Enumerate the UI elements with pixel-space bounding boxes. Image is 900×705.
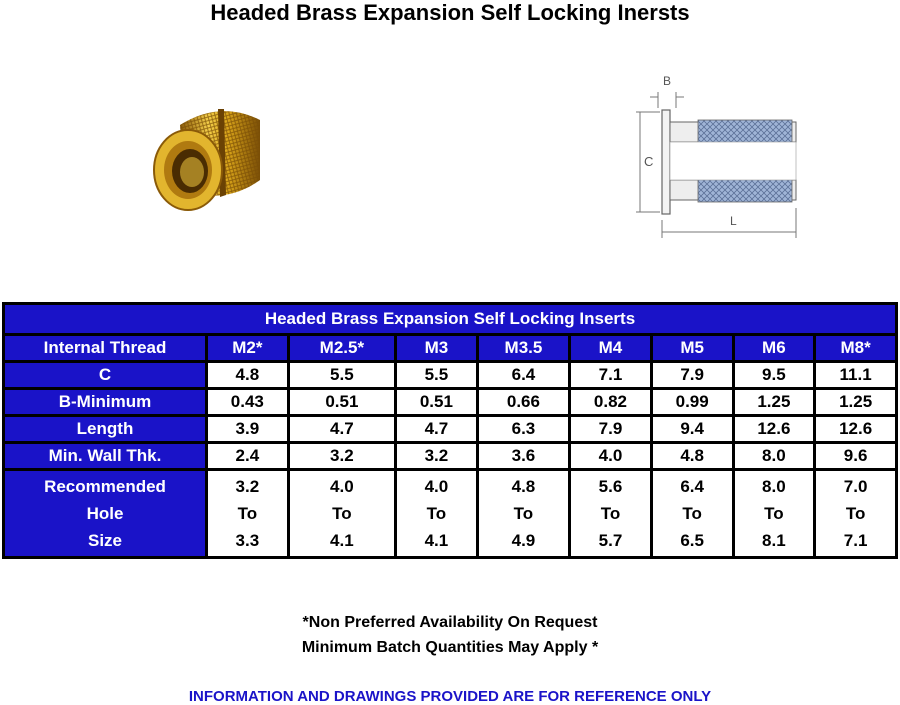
hole-min: 4.0: [424, 477, 449, 496]
table-cell: 4.7: [288, 416, 395, 443]
hole-to: To: [764, 504, 784, 523]
drawing-label-c: C: [644, 154, 654, 169]
table-cell: 6.4: [477, 362, 569, 389]
table-cell: 12.6: [815, 416, 897, 443]
hole-min: 4.8: [511, 477, 536, 496]
header-label: Internal Thread: [4, 335, 207, 362]
table-row-b-minimum: [4, 389, 897, 416]
table-cell: 8.0: [733, 443, 815, 470]
table-cell: [733, 470, 815, 558]
hole-max: 5.7: [598, 531, 623, 550]
hole-max: 8.1: [762, 531, 786, 550]
row-label: [4, 470, 207, 558]
table-cell: [570, 470, 652, 558]
hole-min: 4.0: [330, 477, 354, 496]
table-cell: 0.99: [651, 389, 733, 416]
table-cell: [815, 470, 897, 558]
table-cell: 9.5: [733, 362, 815, 389]
thread-header: M2*: [207, 335, 289, 362]
table-cell: 4.7: [396, 416, 478, 443]
table-cell: [651, 470, 733, 558]
thread-header: M3: [396, 335, 478, 362]
table-cell: 0.43: [207, 389, 289, 416]
table-cell: 3.6: [477, 443, 569, 470]
brass-insert-photo: [140, 95, 280, 225]
hole-to: To: [332, 504, 352, 523]
table-cell: [207, 470, 289, 558]
row-label-line: Recommended: [44, 477, 166, 496]
table-cell: 2.4: [207, 443, 289, 470]
note-non-preferred: *Non Preferred Availability On Request: [302, 614, 598, 631]
table-cell: 0.51: [288, 389, 395, 416]
table-cell: 0.66: [477, 389, 569, 416]
table-cell: 9.4: [651, 416, 733, 443]
table-cell: 3.9: [207, 416, 289, 443]
table-cell: 4.8: [207, 362, 289, 389]
hole-max: 6.5: [680, 531, 704, 550]
table-cell: 1.25: [815, 389, 897, 416]
table-row-min-wall: [4, 443, 897, 470]
disclaimer: INFORMATION AND DRAWINGS PROVIDED ARE FOR REFERENCE ONLY: [188, 688, 712, 705]
thread-header: M8*: [815, 335, 897, 362]
table-cell: 4.8: [651, 443, 733, 470]
row-label-line: Hole: [86, 504, 124, 523]
table-cell: 9.6: [815, 443, 897, 470]
table-cell: 3.2: [396, 443, 478, 470]
table-title: Headed Brass Expansion Self Locking Inserts: [4, 304, 897, 335]
hole-to: To: [426, 504, 447, 523]
row-label: Length: [4, 416, 207, 443]
hole-to: To: [237, 504, 258, 523]
spec-table: [2, 302, 898, 559]
page-title: Headed Brass Expansion Self Locking Inersts: [210, 0, 690, 25]
row-label: B-Minimum: [4, 389, 207, 416]
hole-min: 3.2: [235, 477, 260, 496]
table-title-row: [4, 304, 897, 335]
row-label-line: Size: [87, 531, 123, 550]
table-cell: [288, 470, 395, 558]
table-cell: 11.1: [815, 362, 897, 389]
drawing-label-l: L: [730, 214, 737, 228]
hole-min: 7.0: [843, 477, 868, 496]
dimension-drawing: [620, 70, 810, 240]
thread-header: M5: [651, 335, 733, 362]
hole-max: 7.1: [843, 531, 868, 550]
hole-max: 3.3: [235, 531, 260, 550]
thread-header: M6: [733, 335, 815, 362]
table-cell: 1.25: [733, 389, 815, 416]
table-cell: 7.9: [651, 362, 733, 389]
table-cell: [396, 470, 478, 558]
table-cell: 12.6: [733, 416, 815, 443]
hole-min: 8.0: [762, 477, 786, 496]
row-label: C: [4, 362, 207, 389]
hole-max: 4.1: [424, 531, 449, 550]
table-cell: 0.51: [396, 389, 478, 416]
table-cell: [477, 470, 569, 558]
hole-to: To: [600, 504, 621, 523]
table-cell: 4.0: [570, 443, 652, 470]
thread-header-row: [4, 335, 897, 362]
thread-header: M2.5*: [288, 335, 395, 362]
table-cell: 7.9: [570, 416, 652, 443]
hole-max: 4.1: [330, 531, 354, 550]
table-cell: 5.5: [288, 362, 395, 389]
hole-to: To: [513, 504, 534, 523]
table-row-length: [4, 416, 897, 443]
table-cell: 0.82: [570, 389, 652, 416]
hole-max: 4.9: [511, 531, 536, 550]
note-batch-quantities: Minimum Batch Quantities May Apply *: [301, 639, 599, 656]
drawing-label-b: B: [663, 74, 672, 88]
table-cell: 3.2: [288, 443, 395, 470]
thread-header: M3.5: [477, 335, 569, 362]
table-cell: 5.5: [396, 362, 478, 389]
row-label: Min. Wall Thk.: [4, 443, 207, 470]
table-cell: 7.1: [570, 362, 652, 389]
table-row-c: [4, 362, 897, 389]
table-cell: 6.3: [477, 416, 569, 443]
hole-to: To: [682, 504, 702, 523]
hole-to: To: [845, 504, 866, 523]
thread-header: M4: [570, 335, 652, 362]
hole-min: 6.4: [680, 477, 704, 496]
hole-min: 5.6: [598, 477, 623, 496]
table-row-recommended-hole: [4, 470, 897, 558]
